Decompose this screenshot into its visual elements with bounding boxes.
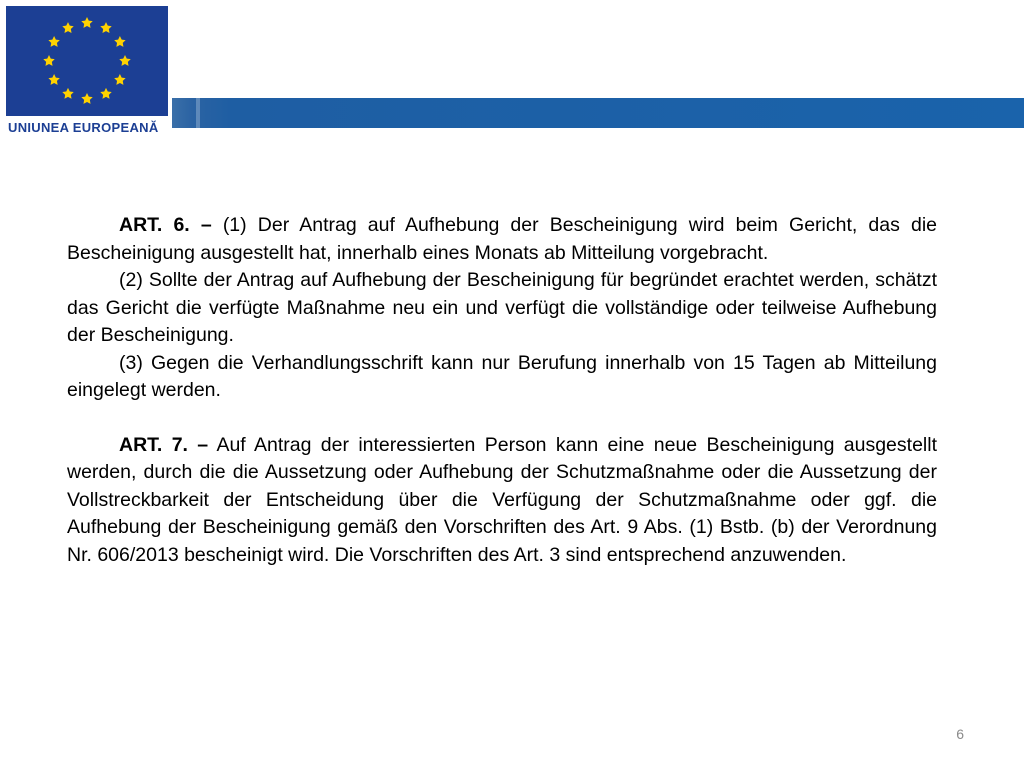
article-6-text-1: (1) Der Antrag auf Aufhebung der Bescheinigung wird beim Gericht, das die Bescheinigung ausgestellt hat, innerhalb eines Monats ab Mitteilung vorgebracht. <box>67 214 937 264</box>
article-7-heading: ART. 7. – <box>119 433 209 456</box>
organization-label: UNIUNEA EUROPEANĂ <box>8 120 159 135</box>
article-6-paragraph-3 <box>67 350 937 405</box>
article-7-paragraph <box>67 432 937 570</box>
article-6-heading: ART. 6. – <box>119 214 212 236</box>
page-number: 6 <box>956 726 964 742</box>
article-6-paragraph-2 <box>67 267 937 350</box>
header-bar <box>172 98 1024 128</box>
article-6-text-3: (3) Gegen die Verhandlungsschrift kann nur Berufung innerhalb von 15 Tagen ab Mitteilung eingelegt werden. <box>67 351 937 401</box>
eu-flag-icon <box>6 6 168 116</box>
article-6-text-2: (2) Sollte der Antrag auf Aufhebung der Bescheinigung für begründet erachtet werden, schätzt das Gericht die verfügte Maßnahme neu ein und verfügt die vollständige oder teilweise Aufhebung der Bescheinigung. <box>67 269 937 346</box>
eu-flag-stars <box>6 6 168 116</box>
header-bar-notch <box>196 98 200 128</box>
article-6-paragraph-1 <box>67 212 937 267</box>
article-7-text: Auf Antrag der interessierten Person kann eine neue Bescheinigung ausgestellt werden, durch die die Aussetzung oder Aufhebung der Schutzmaßnahme oder die Aussetzung der Vollstreckbarkeit der Entscheidung über die Verfügung der Schutzmaßnahme oder ggf. die Aufhebung der Bescheinigung gemäß den Vorschriften des Art. 9 Abs. (1) Bstb. (b) der Verordnung Nr. 606/2013 bescheinigt wird. Die Vorschriften des Art. 3 sind entsprechend anzuwenden. <box>67 433 937 566</box>
document-body <box>67 212 937 569</box>
